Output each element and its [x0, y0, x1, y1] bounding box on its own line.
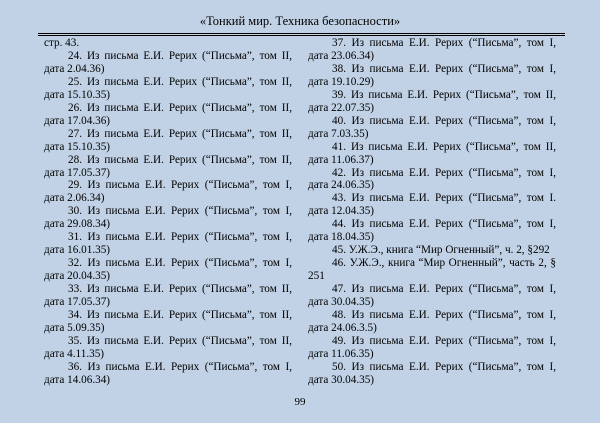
- reference-entry: 35. Из письма Е.И. Рерих (“Письма”, том II, дата 4.11.35): [44, 334, 292, 360]
- page-number: 99: [294, 396, 306, 408]
- reference-entry: 49. Из письма Е.И. Рерих (“Письма”, том I, дата 11.06.35): [308, 334, 556, 360]
- header-rule-bottom: [38, 35, 565, 36]
- reference-entry: 50. Из письма Е.И. Рерих (“Письма”, том I, дата 30.04.35): [308, 360, 556, 386]
- reference-entry: 33. Из письма Е.И. Рерих (“Письма”, том II, дата 17.05.37): [44, 283, 292, 309]
- reference-entry: 41. Из письма Е.И. Рерих (“Письма”, том II, дата 11.06.37): [308, 140, 556, 166]
- reference-entry: 38. Из письма Е.И. Рерих (“Письма”, том I, дата 19.10.29): [308, 62, 556, 88]
- reference-entry: 34. Из письма Е.И. Рерих (“Письма”, том II, дата 5.09.35): [44, 309, 292, 334]
- reference-entry: 46. У.Ж.Э., книга “Мир Огненный”, часть 2, § 251: [308, 257, 556, 283]
- reference-entry: 27. Из письма Е.И. Рерих (“Письма”, том II, дата 15.10.35): [44, 127, 292, 153]
- reference-entry: 37. Из письма Е.И. Рерих (“Письма”, том I, дата 23.06.34): [308, 37, 556, 62]
- running-header: «Тонкий мир. Техника безопасности»: [199, 14, 401, 28]
- reference-entry: 48. Из письма Е.И. Рерих (“Письма”, том I, дата 24.06.3.5): [308, 309, 556, 334]
- reference-entry: стр. 43.: [44, 37, 80, 49]
- reference-entry: 36. Из письма Е.И. Рерих (“Письма”, том I, дата 14.06.34): [44, 360, 292, 386]
- header-rule-top: [38, 33, 565, 34]
- reference-entry: 31. Из письма Е.И. Рерих (“Письма”, том I, дата 16.01.35): [44, 231, 292, 257]
- right-column: [308, 37, 556, 387]
- reference-entry: 45. У.Ж.Э., книга “Мир Огненный”, ч. 2, §292: [332, 244, 550, 257]
- reference-entry: 30. Из письма Е.И. Рерих (“Письма”, том I, дата 29.08.34): [44, 205, 292, 231]
- reference-entry: 44. Из письма Е.И. Рерих (“Письма”, том I, дата 18.04.35): [308, 218, 556, 244]
- reference-entry: 25. Из письма Е.И. Рерих (“Письма”, том II, дата 15.10.35): [44, 75, 292, 101]
- reference-entry: 42. Из письма Е.И. Рерих (“Письма”, том I, дата 24.06.35): [308, 166, 556, 192]
- reference-entry: 47. Из письма Е.И. Рерих (“Письма”, том I, дата 30.04.35): [308, 283, 556, 309]
- reference-entry: 43. Из письма Е.И. Рерих (“Письма”, том I. дата 12.04.35): [308, 192, 556, 218]
- reference-entry: 29. Из письма Е.И. Рерих (“Письма”, том I, дата 2.06.34): [44, 179, 292, 205]
- reference-entry: 39. Из письма Е.И. Рерих (“Письма”, том II, дата 22.07.35): [308, 88, 556, 114]
- reference-entry: 28. Из письма Е.И. Рерих (“Письма”, том II, дата 17.05.37): [44, 153, 292, 179]
- reference-entry: 24. Из письма Е.И. Рерих (“Письма”, том II, дата 2.04.36): [44, 49, 292, 75]
- reference-entry: 40. Из письма Е.И. Рерих (“Письма”, том I, дата 7.03.35): [308, 114, 556, 140]
- reference-entry: 32. Из письма Е.И. Рерих (“Письма”, том I, дата 20.04.35): [44, 257, 292, 283]
- reference-entry: 26. Из письма Е.И. Рерих (“Письма”, том II, дата 17.04.36): [44, 101, 292, 127]
- left-column: [44, 37, 292, 387]
